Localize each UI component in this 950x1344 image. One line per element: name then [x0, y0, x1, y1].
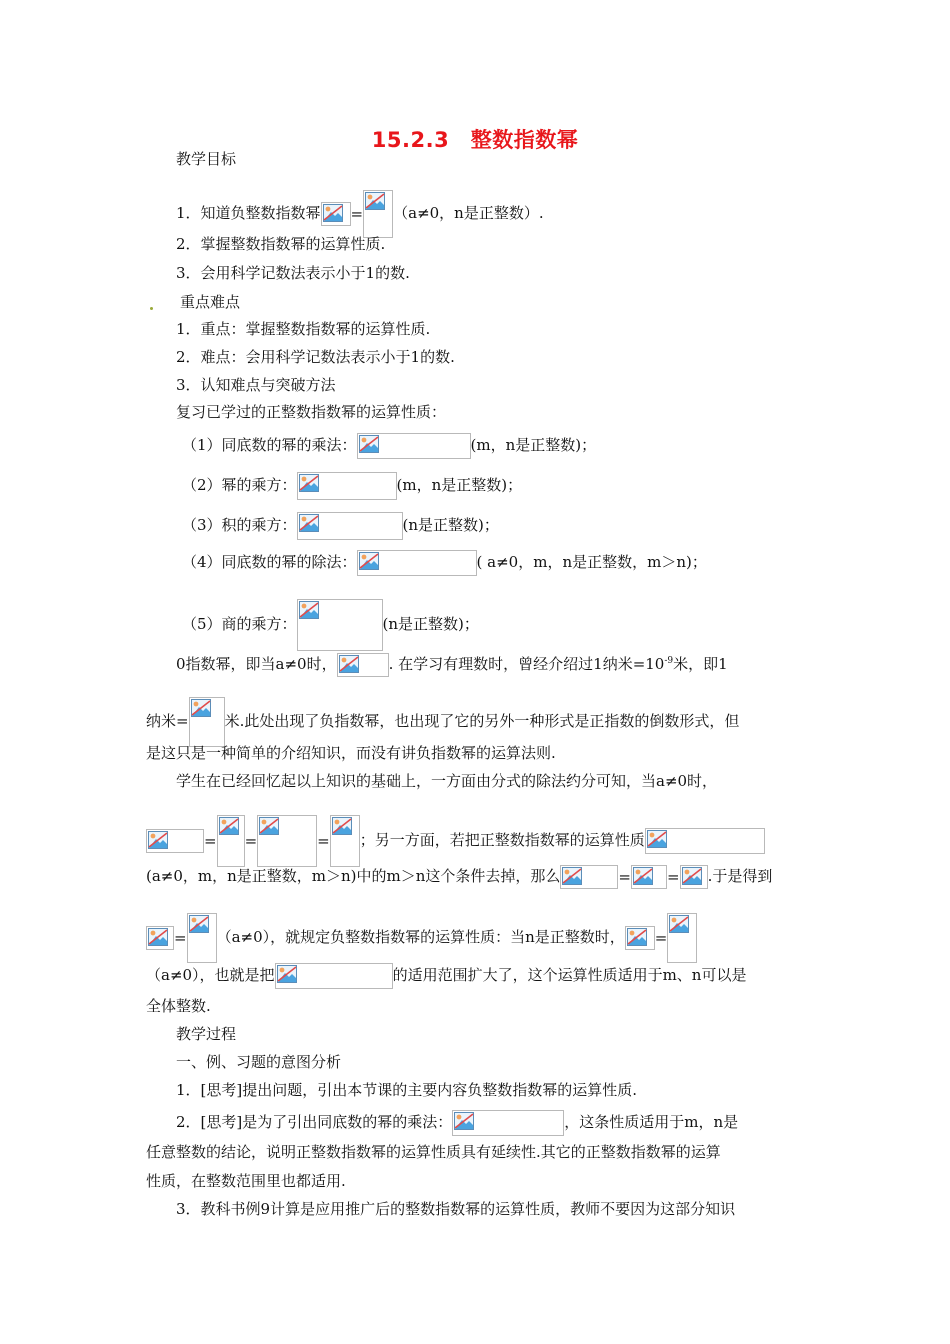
goal-2: 2．掌握整数指数幂的运算性质.	[176, 235, 386, 253]
process-item-2-cont-1: 任意整数的结论，说明正整数指数幂的运算性质具有延续性.其它的正整数指数幂的运算	[146, 1143, 721, 1161]
formula-image-placeholder	[645, 828, 765, 854]
students-line-3: (a≠0，m，n是正整数，m＞n)中的m＞n这个条件去掉，那么 = = .于是得到	[146, 865, 772, 889]
broken-image-icon	[259, 817, 279, 835]
formula-image-placeholder	[275, 963, 393, 989]
formula-image-placeholder	[297, 599, 383, 651]
formula-image-placeholder	[680, 865, 708, 889]
formula-image-placeholder	[363, 190, 393, 238]
broken-image-icon	[359, 435, 379, 453]
property-4: （4）同底数的幂的除法： ( a≠0，m，n是正整数，m＞n)；	[182, 550, 707, 576]
formula-image-placeholder	[321, 202, 351, 226]
broken-image-icon	[189, 915, 209, 933]
formula-image-placeholder	[187, 913, 217, 963]
broken-image-icon	[627, 928, 647, 946]
broken-image-icon	[332, 817, 352, 835]
broken-image-icon	[633, 867, 653, 885]
section-heading-difficulties: 重点难点	[180, 293, 241, 311]
formula-image-placeholder	[357, 550, 477, 576]
property-1: （1）同底数的幂的乘法： (m，n是正整数)；	[182, 433, 596, 459]
review-intro: 复习已学过的正整数指数幂的运算性质：	[176, 403, 447, 421]
broken-image-icon	[299, 514, 319, 532]
broken-image-icon	[299, 474, 319, 492]
process-item-2: 2．[思考]是为了引出同底数的幂的乘法： ，这条性质适用于m，n是	[176, 1110, 738, 1136]
students-line-5: （a≠0），也就是把 的适用范围扩大了，这个运算性质适用于m、n可以是	[146, 963, 746, 989]
broken-image-icon	[191, 699, 211, 717]
section-heading-process: 教学过程	[176, 1025, 237, 1043]
broken-image-icon	[323, 204, 343, 222]
students-line-1: 学生在已经回忆起以上知识的基础上，一方面由分式的除法约分可知，当a≠0时，	[176, 772, 718, 790]
zero-exponent-line-2: 纳米= 米.此处出现了负指数幂，也出现了它的另外一种形式是正指数的倒数形式，但	[146, 697, 739, 747]
broken-image-icon	[669, 915, 689, 933]
broken-image-icon	[339, 655, 359, 673]
difficulty-2: 2．难点：会用科学记数法表示小于1的数.	[176, 348, 455, 366]
broken-image-icon	[148, 928, 168, 946]
formula-image-placeholder	[357, 433, 471, 459]
difficulty-3: 3．认知难点与突破方法	[176, 376, 336, 394]
broken-image-icon	[359, 552, 379, 570]
property-3: （3）积的乘方： (n是正整数)；	[182, 512, 499, 540]
formula-image-placeholder	[452, 1110, 564, 1136]
document-title: 15.2.3 整数指数幂	[371, 128, 579, 152]
process-item-2-cont-2: 性质，在整数范围里也都适用.	[146, 1172, 346, 1190]
broken-image-icon	[365, 192, 385, 210]
process-heading-1: 一、例、习题的意图分析	[176, 1053, 342, 1071]
formula-image-placeholder	[146, 829, 204, 853]
goal-3: 3．会用科学记数法表示小于1的数.	[176, 264, 410, 282]
zero-exponent-line-3: 是这只是一种简单的介绍知识，而没有讲负指数幂的运算法则.	[146, 744, 556, 762]
broken-image-icon	[647, 830, 667, 848]
property-5: （5）商的乘方： (n是正整数)；	[182, 599, 479, 651]
formula-image-placeholder	[217, 815, 245, 867]
process-item-1: 1．[思考]提出问题，引出本节课的主要内容负整数指数幂的运算性质.	[176, 1081, 638, 1099]
broken-image-icon	[219, 817, 239, 835]
formula-image-placeholder	[330, 815, 360, 867]
property-2: （2）幂的乘方： (m，n是正整数)；	[182, 472, 522, 500]
formula-image-placeholder	[560, 865, 618, 889]
formula-image-placeholder	[337, 653, 389, 677]
formula-image-placeholder	[667, 913, 697, 963]
formula-image-placeholder	[297, 512, 403, 540]
marker-dot	[150, 307, 153, 310]
students-line-6: 全体整数.	[146, 997, 211, 1015]
broken-image-icon	[148, 831, 168, 849]
broken-image-icon	[454, 1112, 474, 1130]
formula-image-placeholder	[297, 472, 397, 500]
formula-image-placeholder	[625, 926, 655, 950]
students-line-2: = = = ；另一方面，若把正整数指数幂的运算性质	[146, 815, 765, 867]
broken-image-icon	[562, 867, 582, 885]
goal-1: 1．知道负整数指数幂 = （a≠0，n是正整数）.	[176, 190, 544, 238]
difficulty-1: 1．重点：掌握整数指数幂的运算性质.	[176, 320, 431, 338]
formula-image-placeholder	[631, 865, 667, 889]
broken-image-icon	[277, 965, 297, 983]
broken-image-icon	[299, 601, 319, 619]
process-item-3: 3．教科书例9计算是应用推广后的整数指数幂的运算性质，教师不要因为这部分知识	[176, 1200, 736, 1218]
broken-image-icon	[682, 867, 702, 885]
formula-image-placeholder	[189, 697, 225, 747]
zero-exponent-line-1: 0指数幂，即当a≠0时， . 在学习有理数时，曾经介绍过1纳米$=10^{-9}$米，即1	[176, 650, 728, 677]
section-heading-goals: 教学目标	[176, 150, 237, 168]
students-line-4: = （a≠0），就规定负整数指数幂的运算性质：当n是正整数时， =	[146, 913, 697, 963]
formula-image-placeholder	[146, 926, 174, 950]
formula-image-placeholder	[257, 815, 317, 867]
